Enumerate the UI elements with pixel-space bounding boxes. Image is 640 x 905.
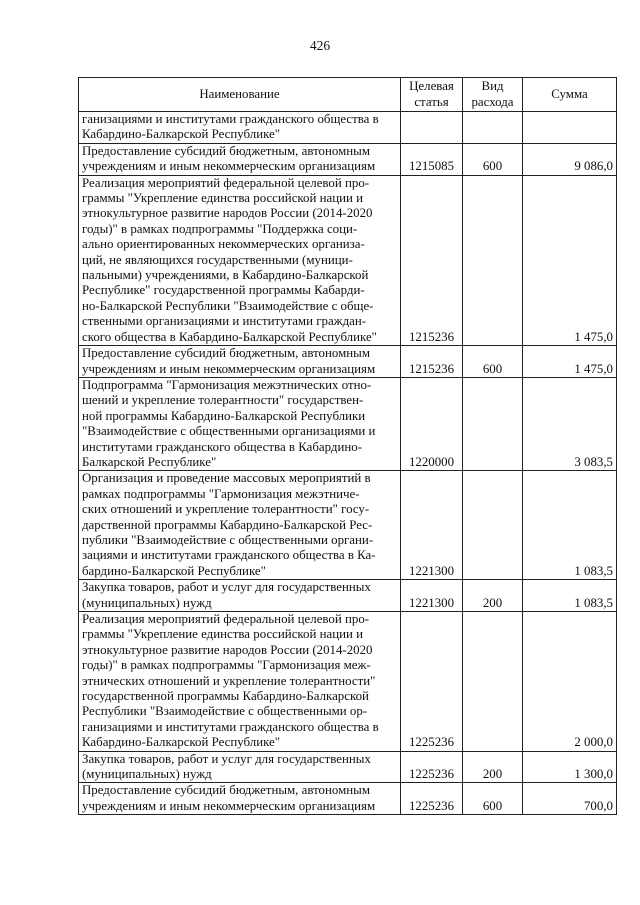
table-header-row — [79, 78, 617, 112]
budget-table — [78, 77, 617, 815]
name-line: бардино-Балкарской Республике" — [82, 563, 266, 578]
cell-name — [79, 612, 401, 752]
header-name: Наименование — [79, 78, 401, 112]
name-line: учреждениям и иным некоммерческим организациям — [82, 361, 376, 376]
cell-sum: 1 083,5 — [523, 580, 617, 612]
name-line: институтами гражданского общества в Кабардино- — [82, 439, 362, 454]
cell-target-article: 1215236 — [401, 346, 463, 378]
name-line: ной программы Кабардино-Балкарской Республики — [82, 408, 366, 423]
name-line: (муниципальных) нужд — [82, 595, 212, 610]
cell-target-article: 1225236 — [401, 783, 463, 815]
name-line: Закупка товаров, работ и услуг для государственных — [82, 751, 371, 766]
table-row — [79, 377, 617, 470]
cell-sum: 1 300,0 — [523, 751, 617, 783]
name-line: учреждениям и иным некоммерческим организациям — [82, 798, 376, 813]
name-line: Закупка товаров, работ и услуг для государственных — [82, 580, 371, 595]
name-line: Организация и проведение массовых мероприятий в — [82, 471, 371, 486]
name-line: (муниципальных) нужд — [82, 767, 212, 782]
name-line: этнокультурное развитие народов России (2014-2020 — [82, 642, 373, 657]
cell-target-article: 1215085 — [401, 143, 463, 175]
cell-sum: 3 083,5 — [523, 377, 617, 470]
name-line: Предоставление субсидий бюджетным, автономным — [82, 783, 370, 798]
name-line: годы)" в рамках подпрограммы "Гармонизация меж- — [82, 658, 371, 673]
page-number: 426 — [309, 38, 331, 53]
name-line: Республики "Взаимодействие с общественными ор- — [82, 704, 368, 719]
table-row — [79, 612, 617, 752]
cell-expense-type: 200 — [463, 751, 523, 783]
name-line: ганизациями и институтами гражданского общества в — [82, 112, 379, 126]
cell-target-article: 1221300 — [401, 580, 463, 612]
name-line: дарственной программы Кабардино-Балкарской Рес- — [82, 517, 373, 532]
cell-expense-type — [463, 175, 523, 345]
cell-expense-type — [463, 377, 523, 470]
name-line: этнических отношений и укрепление толерантности" — [82, 673, 376, 688]
name-line: но-Балкарской Республики "Взаимодействие с обще- — [82, 298, 374, 313]
cell-target-article: 1215236 — [401, 175, 463, 345]
cell-target-article: 1225236 — [401, 751, 463, 783]
table-row — [79, 471, 617, 580]
cell-expense-type: 600 — [463, 346, 523, 378]
name-line: государственной программы Кабардино-Балкарской — [82, 689, 369, 704]
cell-sum: 700,0 — [523, 783, 617, 815]
table-row — [79, 346, 617, 378]
cell-name — [79, 143, 401, 175]
name-line: учреждениям и иным некоммерческим организациям — [82, 159, 376, 174]
name-line: Балкарской Республике" — [82, 454, 217, 469]
name-line: "Взаимодействие с общественными организациями и — [82, 424, 376, 439]
cell-target-article — [401, 112, 463, 144]
name-line: этнокультурное развитие народов России (2014-2020 — [82, 206, 373, 221]
name-line: годы)" в рамках подпрограммы "Поддержка соци- — [82, 221, 358, 236]
name-line: граммы "Укрепление единства российской нации и — [82, 191, 364, 206]
name-line: ского общества в Кабардино-Балкарской Республике" — [82, 329, 377, 344]
name-line: Предоставление субсидий бюджетным, автономным — [82, 346, 370, 361]
name-line: ганизациями и институтами гражданского общества в — [82, 719, 379, 734]
name-line: публики "Взаимодействие с общественными органи- — [82, 532, 374, 547]
name-line: граммы "Укрепление единства российской нации и — [82, 627, 364, 642]
header-expense-type: Вид расхода — [463, 78, 523, 112]
name-line: ально ориентированных некоммерческих организа- — [82, 237, 365, 252]
cell-name — [79, 346, 401, 378]
name-line: ских отношений и укрепление толерантности" госу- — [82, 502, 370, 517]
table-row — [79, 783, 617, 815]
cell-name — [79, 471, 401, 580]
cell-name — [79, 175, 401, 345]
name-line: рамках подпрограммы "Гармонизация межэтниче- — [82, 486, 360, 501]
table-row — [79, 175, 617, 345]
cell-target-article: 1225236 — [401, 612, 463, 752]
name-line: Кабардино-Балкарской Республике" — [82, 735, 281, 750]
cell-name — [79, 112, 401, 144]
cell-name — [79, 783, 401, 815]
name-line: ций, не являющихся государственными (муници- — [82, 252, 353, 267]
cell-expense-type — [463, 471, 523, 580]
cell-sum: 1 475,0 — [523, 175, 617, 345]
cell-sum: 9 086,0 — [523, 143, 617, 175]
table-row — [79, 112, 617, 144]
name-line: ственными организациями и институтами граждан- — [82, 314, 367, 329]
name-line: Реализация мероприятий федеральной целевой про- — [82, 175, 370, 190]
table-row — [79, 751, 617, 783]
name-line: Подпрограмма "Гармонизация межэтнических отно- — [82, 377, 372, 392]
name-line: шений и укрепление толерантности" государствен- — [82, 393, 364, 408]
cell-expense-type: 600 — [463, 783, 523, 815]
table-row — [79, 580, 617, 612]
header-sum: Сумма — [523, 78, 617, 112]
cell-sum: 1 083,5 — [523, 471, 617, 580]
cell-name — [79, 377, 401, 470]
cell-expense-type — [463, 112, 523, 144]
cell-target-article: 1220000 — [401, 377, 463, 470]
cell-target-article: 1221300 — [401, 471, 463, 580]
table-body — [79, 112, 617, 815]
cell-expense-type: 600 — [463, 143, 523, 175]
cell-name — [79, 580, 401, 612]
cell-name — [79, 751, 401, 783]
name-line: пальными) учреждениями, в Кабардино-Балкарской — [82, 268, 369, 283]
cell-sum: 1 475,0 — [523, 346, 617, 378]
cell-sum — [523, 112, 617, 144]
table-row — [79, 143, 617, 175]
cell-sum: 2 000,0 — [523, 612, 617, 752]
cell-expense-type: 200 — [463, 580, 523, 612]
name-line: Реализация мероприятий федеральной целевой про- — [82, 612, 370, 626]
name-line: Кабардино-Балкарской Республике" — [82, 127, 281, 142]
name-line: Предоставление субсидий бюджетным, автономным — [82, 143, 370, 158]
cell-expense-type — [463, 612, 523, 752]
name-line: Республике" государственной программы Кабарди- — [82, 283, 365, 298]
header-target-article: Целевая статья — [401, 78, 463, 112]
name-line: зациями и институтами гражданского общества в Ка- — [82, 548, 376, 563]
